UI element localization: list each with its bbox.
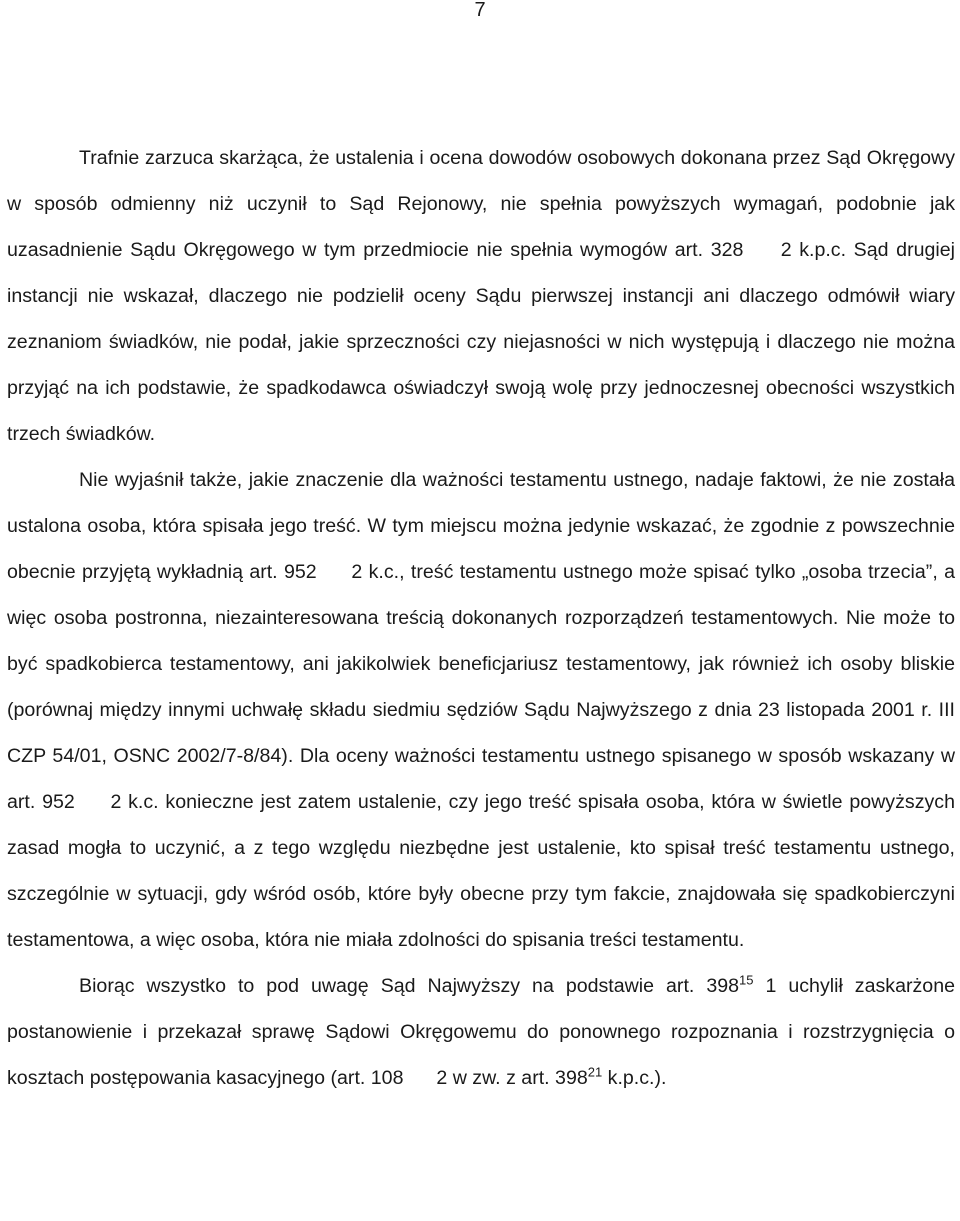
paragraph-3-text-b: 1 uchylił zaskarżone postanowienie i przekazał sprawę Sądowi Okręgowemu do ponownego rozpoznania i rozstrzygnięcia o kosztach postępowania kasacyjnego (art. 108 bbox=[7, 975, 955, 1089]
paragraph-3-text-d: k.p.c.). bbox=[607, 1067, 667, 1089]
paragraph-1 bbox=[7, 135, 955, 457]
paragraph-2-text-b: 2 k.c., treść testamentu ustnego może spisać tylko „osoba trzecia”, a więc osoba postronna, niezainteresowana treścią dokonanych rozporządzeń testamentowych. Nie może to być spadkobierca testamentowy, ani jakikolwiek beneficjariusz testamentowy, jak również ich osoby bliskie (porównaj między innymi uchwałę składu siedmiu sędziów Sądu Najwyższego z dnia 23 listopada 2001 r. III CZP 54/01, OSNC 2002/7-8/84). Dla oceny ważności testamentu ustnego spisanego w sposób wskazany w art. 952 bbox=[7, 561, 956, 813]
paragraph-2-text-a: Nie wyjaśnił także, jakie znaczenie dla ważności testamentu ustnego, nadaje faktowi, że nie została ustalona osoba, która spisała jego treść. W tym miejscu można jedynie wskazać, że zgodnie z powszechnie obecnie przyjętą wykładnią art. 952 bbox=[7, 469, 955, 583]
section-sign-icon bbox=[751, 227, 773, 273]
section-sign-icon bbox=[323, 549, 345, 595]
paragraph-3-text-c: 2 w zw. z art. 398 bbox=[436, 1067, 588, 1089]
section-sign-icon bbox=[409, 1055, 431, 1101]
document-body bbox=[0, 135, 960, 1101]
page-number: 7 bbox=[474, 0, 486, 21]
section-sign-icon bbox=[82, 779, 104, 825]
paragraph-1-text-a: Trafnie zarzuca skarżąca, że ustalenia i ocena dowodów osobowych dokonana przez Sąd Okręgowy w sposób odmienny niż uczynił to Sąd Rejonowy, nie spełnia powyższych wymagań, podobnie jak uzasadnienie Sądu Okręgowego w tym przedmiocie nie spełnia wymogów art. 328 bbox=[7, 147, 955, 261]
superscript-21: 21 bbox=[587, 1064, 603, 1080]
paragraph-1-text-b: 2 k.p.c. Sąd drugiej instancji nie wskazał, dlaczego nie podzielił oceny Sądu pierwszej instancji ani dlaczego odmówił wiary zeznaniom świadków, nie podał, jakie sprzeczności czy niejasności w nich występują i dlaczego nie można przyjąć na ich podstawie, że spadkodawca oświadczył swoją wolę przy jednoczesnej obecności wszystkich trzech świadków. bbox=[7, 239, 955, 445]
superscript-15: 15 bbox=[739, 972, 754, 988]
paragraph-3 bbox=[7, 963, 955, 1101]
paragraph-3-text-a: Biorąc wszystko to pod uwagę Sąd Najwyższy na podstawie art. 398 bbox=[79, 975, 740, 997]
paragraph-2-text-c: 2 k.c. konieczne jest zatem ustalenie, czy jego treść spisała osoba, która w świetle powyższych zasad mogła to uczynić, a z tego względu niezbędne jest ustalenie, kto spisał treść testamentu ustnego, szczególnie w sytuacji, gdy wśród osób, które były obecne przy tym fakcie, znajdowała się spadkobierczyni testamentowa, a więc osoba, która nie miała zdolności do spisania treści testamentu. bbox=[7, 791, 955, 951]
paragraph-2 bbox=[7, 457, 955, 963]
